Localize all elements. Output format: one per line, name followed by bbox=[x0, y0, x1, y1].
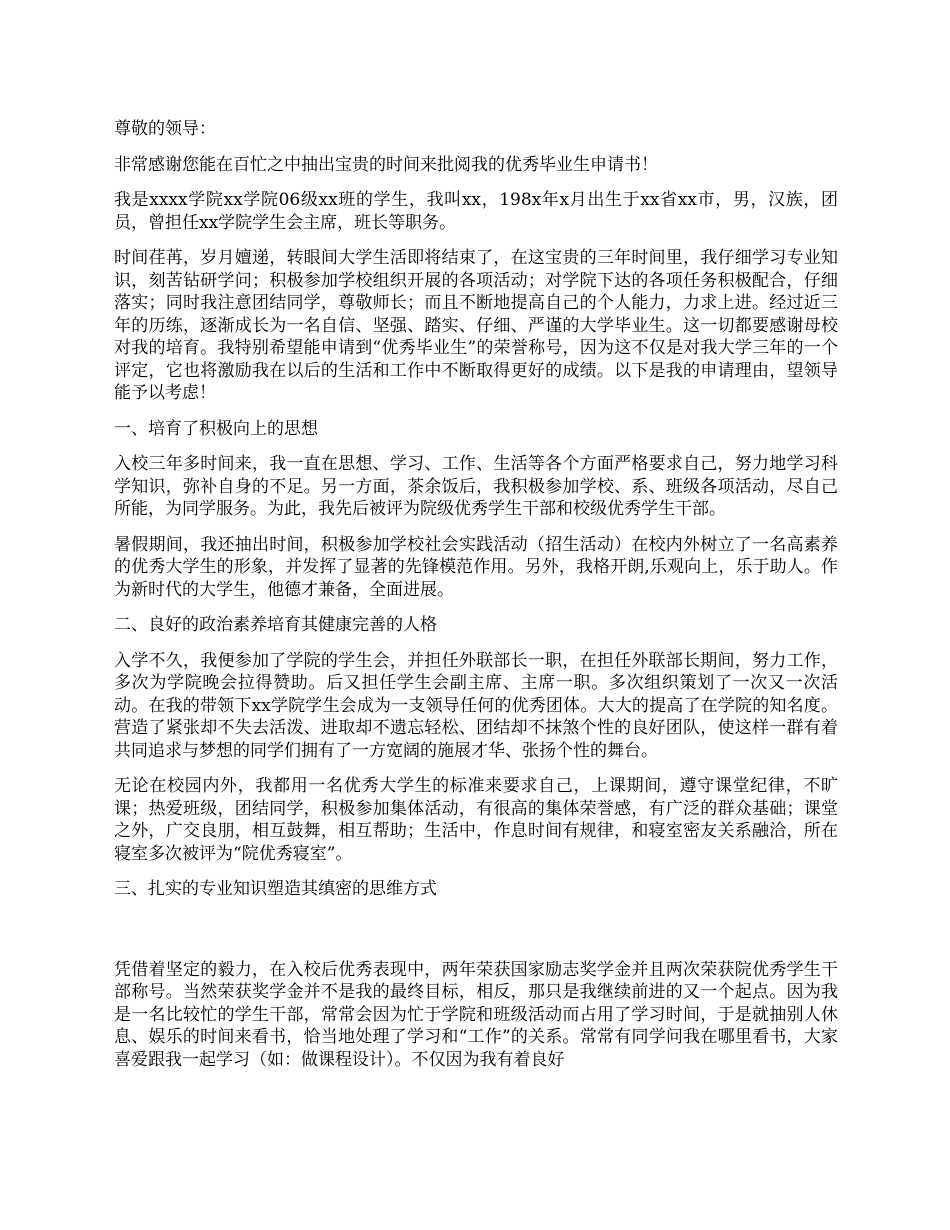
section-2-paragraph-2: 无论在校园内外，我都用一名优秀大学生的标准来要求自己，上课期间，遵守课堂纪律，不旷课；热爱班级，团结同学，积极参加集体活动，有很高的集体荣誉感，有广泛的群众基础；课堂之外，广交良朋，相互鼓舞，相互帮助；生活中，作息时间有规律，和寝室密友关系融洽，所在寝室多次被评为“院优秀寝室”。 bbox=[114, 776, 838, 864]
section-3-heading: 三、扎实的专业知识塑造其缜密的思维方式 bbox=[114, 879, 437, 899]
thanks-paragraph: 非常感谢您能在百忙之中抽出宝贵的时间来批阅我的优秀毕业生申请书！ bbox=[114, 154, 658, 175]
section-2-heading: 二、良好的政治素养培育其健康完善的人格 bbox=[114, 615, 437, 635]
section-1-paragraph-1: 入校三年多时间来，我一直在思想、学习、工作、生活等各个方面严格要求自己，努力地学习科学知识，弥补自身的不足。另一方面，茶余饭后，我积极参加学校、系、班级各项活动，尽自己所能，为同学服务。为此，我先后被评为院级优秀学生干部和校级优秀学生干部。 bbox=[114, 454, 838, 519]
overview-paragraph: 时间荏苒，岁月嬗递，转眼间大学生活即将结束了，在这宝贵的三年时间里，我仔细学习专业知识，刻苦钻研学问；积极参加学校组织开展的各项活动；对学院下达的各项任务积极配合，仔细落实；同时我注意团结同学，尊敬师长；而且不断地提高自己的个人能力，力求上进。经过近三年的历练，逐渐成长为一名自信、坚强、踏实、仔细、严谨的大学毕业生。这一切都要感谢母校对我的培育。我特别希望能申请到“优秀毕业生”的荣誉称号，因为这不仅是对我大学三年的一个评定，它也将激励我在以后的生活和工作中不断取得更好的成绩。以下是我的申请理由，望领导能予以考虑！ bbox=[114, 248, 838, 403]
section-1-paragraph-2: 暑假期间，我还抽出时间，积极参加学校社会实践活动（招生活动）在校内外树立了一名高素养的优秀大学生的形象，并发挥了显著的先锋模范作用。另外，我格开朗,乐观向上，乐于助人。作为新时代的大学生，他德才兼备，全面进展。 bbox=[114, 534, 838, 600]
section-3-paragraph-1: 凭借着坚定的毅力，在入校后优秀表现中，两年荣获国家励志奖学金并且两次荣获院优秀学生干部称号。当然荣获奖学金并不是我的最终目标，相反，那只是我继续前进的又一个起点。因为我是一名比较忙的学生干部，常常会因为忙于学院和班级活动而占用了学习时间，于是就抽别人休息、娱乐的时间来看书，恰当地处理了学习和“工作”的关系。常常有同学问我在哪里看书，大家喜爱跟我一起学习（如：做课程设计）。不仅因为我有着良好 bbox=[114, 959, 838, 1070]
intro-paragraph: 我是xxxx学院xx学院06级xx班的学生，我叫xx，198x年x月出生于xx省xx市，男，汉族，团员，曾担任xx学院学生会主席，班长等职务。 bbox=[114, 190, 838, 233]
document-body bbox=[114, 118, 838, 1084]
section-2-paragraph-1: 入学不久，我便参加了学院的学生会，并担任外联部长一职，在担任外联部长期间，努力工作，多次为学院晚会拉得赞助。后又担任学生会副主席、主席一职。多次组织策划了一次又一次活动。在我的带领下xx学院学生会成为一支领导任何的优秀团体。大大的提高了在学院的知名度。营造了紧张却不失去活泼、进取却不遗忘轻松、团结却不抹煞个性的良好团队，使这样一群有着共同追求与梦想的同学们拥有了一方宽阔的施展才华、张扬个性的舞台。 bbox=[114, 650, 838, 761]
section-1-heading: 一、培育了积极向上的思想 bbox=[114, 418, 318, 439]
salutation: 尊敬的领导： bbox=[114, 119, 216, 139]
